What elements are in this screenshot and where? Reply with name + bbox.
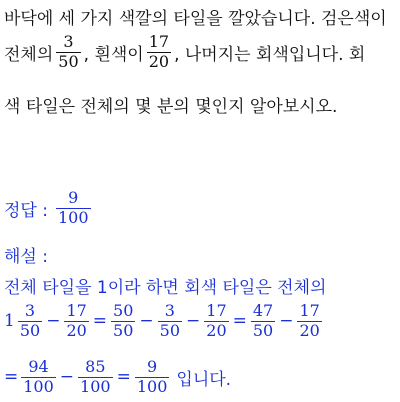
fraction-denominator: 20 [206, 320, 227, 340]
explanation-text-1: 전체 타일을 1이라 하면 회색 타일은 전체의 [4, 278, 327, 298]
fraction-numerator: 17 [299, 301, 320, 320]
fraction-denominator: 100 [57, 207, 89, 227]
fraction-black [56, 34, 80, 71]
fraction-numerator: 47 [252, 301, 274, 320]
fraction-denominator: 100 [23, 376, 54, 396]
fraction-numerator: 50 [113, 301, 134, 320]
fraction-white [147, 34, 171, 71]
answer-line [4, 190, 94, 227]
fraction-denominator: 20 [299, 320, 320, 340]
problem-line-3 [4, 92, 337, 117]
eq1-frac-2 [111, 303, 135, 340]
fraction-denominator: 50 [113, 320, 134, 340]
eq1-frac-5 [251, 303, 275, 340]
fraction-denominator: 50 [19, 320, 41, 340]
problem-text-2b: , 흰색이 [83, 44, 144, 65]
equation-tail: 입니다. [176, 369, 232, 390]
fraction-numerator: 17 [148, 32, 170, 51]
explanation-label-line [4, 242, 48, 267]
fraction-denominator: 100 [136, 376, 168, 396]
problem-text-2c: , 나머지는 회색입니다. 회 [174, 44, 366, 65]
eq1-frac-4 [204, 303, 228, 340]
fraction-numerator: 9 [68, 188, 79, 207]
answer-fraction [56, 190, 91, 227]
fraction-numerator: 17 [206, 301, 227, 320]
fraction-denominator: 50 [58, 51, 79, 71]
problem-line-1 [4, 4, 387, 29]
eq1-frac-0 [18, 303, 42, 340]
problem-line-2 [4, 34, 365, 71]
eq1-frac-1 [64, 303, 88, 340]
problem-text-1: 바닥에 세 가지 색깔의 타일을 깔았습니다. 검은색이 [4, 9, 387, 29]
explanation-label: 해설 : [4, 247, 48, 267]
fraction-denominator: 50 [159, 320, 181, 340]
fraction-denominator: 100 [80, 376, 111, 396]
minus-sign: − [186, 311, 201, 332]
problem-text-3: 색 타일은 전체의 몇 분의 몇인지 알아보시오. [4, 97, 338, 117]
fraction-numerator: 9 [147, 357, 158, 376]
minus-sign: − [279, 311, 294, 332]
equation-lead: 1 [4, 311, 15, 332]
equals-sign: = [4, 367, 19, 388]
eq2-frac-1 [78, 359, 113, 396]
fraction-numerator: 3 [63, 32, 74, 51]
equals-sign: = [92, 311, 108, 332]
equals-sign: = [116, 367, 131, 388]
equation-line-2 [4, 359, 231, 396]
fraction-denominator: 20 [66, 320, 87, 340]
minus-sign: − [139, 311, 154, 332]
fraction-numerator: 17 [66, 301, 87, 320]
equals-sign: = [232, 311, 247, 332]
explanation-line-1 [4, 273, 326, 298]
fraction-numerator: 3 [24, 301, 36, 320]
eq2-frac-2 [135, 359, 170, 396]
eq1-frac-3 [158, 303, 182, 340]
fraction-numerator: 3 [164, 301, 175, 320]
fraction-numerator: 94 [28, 357, 49, 376]
minus-sign: − [59, 367, 75, 388]
fraction-denominator: 50 [252, 320, 274, 340]
eq1-frac-6 [297, 303, 321, 340]
fraction-denominator: 20 [148, 51, 170, 71]
answer-label: 정답 : [4, 200, 48, 221]
fraction-numerator: 85 [85, 357, 106, 376]
minus-sign: − [46, 311, 61, 332]
problem-text-2a: 전체의 [4, 44, 54, 65]
equation-line-1 [4, 303, 325, 340]
eq2-frac-0 [21, 359, 56, 396]
